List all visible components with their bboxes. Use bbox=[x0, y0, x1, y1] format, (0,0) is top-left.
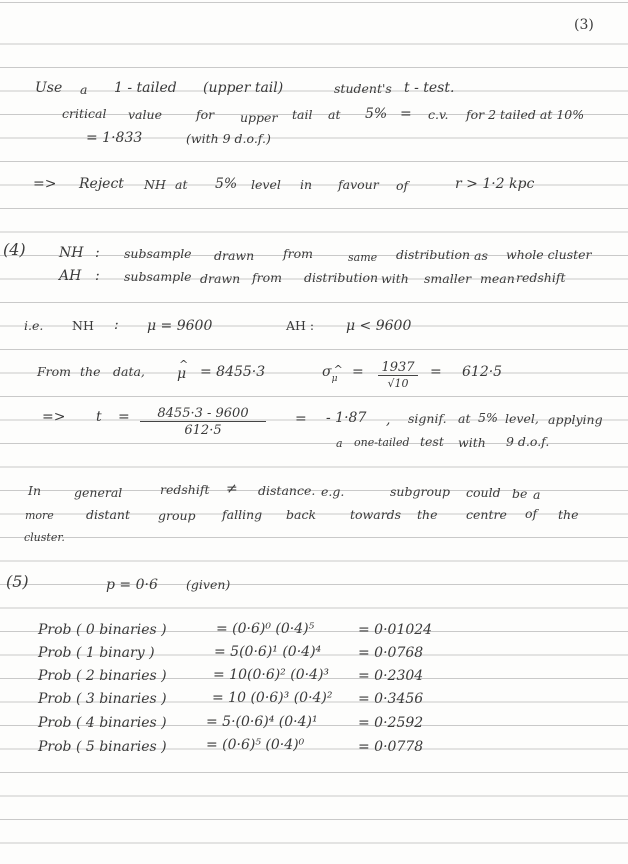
ttest-upper: upper bbox=[240, 110, 278, 125]
q4-sigma-value: 612·5 bbox=[462, 364, 503, 380]
q4-muhat bbox=[177, 366, 186, 382]
q4-ah-word-4: distribution bbox=[304, 270, 379, 285]
ttest-critical-value: = 1·833 bbox=[86, 130, 143, 146]
q5-row-expr: = 10(0·6)² (0·4)³ bbox=[213, 667, 330, 683]
q4-ah-word-7: mean bbox=[480, 271, 515, 286]
q4-ah-word-1: subsample bbox=[124, 269, 192, 284]
q4-sigma bbox=[322, 364, 337, 382]
q4-eg: e.g. bbox=[321, 484, 345, 499]
q5-row-result: = 0·01024 bbox=[358, 622, 433, 638]
q4-centre: centre bbox=[466, 507, 507, 522]
q4-the3: the bbox=[558, 507, 579, 522]
q4-nh-word-4: same bbox=[348, 251, 378, 264]
q4-t-denominator: 612·5 bbox=[184, 423, 222, 438]
ttest-level: level bbox=[251, 177, 281, 192]
q4-t-test: test bbox=[420, 434, 444, 449]
q5-row-label: Prob ( 5 binaries ) bbox=[38, 739, 167, 755]
q4-distant: distant bbox=[86, 507, 130, 522]
q4-nh-colon: : bbox=[95, 245, 100, 261]
q4-signif-at: at bbox=[458, 411, 471, 426]
q4-t-value: - 1·87 bbox=[326, 410, 367, 426]
ttest-upper-tail: (upper tail) bbox=[203, 80, 284, 96]
q4-distance: distance. bbox=[258, 483, 316, 498]
q4-t-one-tailed: one-tailed bbox=[354, 436, 410, 449]
q4-ie-null-mean: μ = 9600 bbox=[147, 318, 213, 334]
ttest-at: at bbox=[328, 107, 341, 122]
q4-more: more bbox=[25, 509, 54, 522]
ttest-dof: (with 9 d.o.f.) bbox=[186, 131, 271, 146]
q4-applying: applying bbox=[548, 412, 603, 427]
q4-ie-nh: NH bbox=[72, 318, 94, 333]
q4-signif-pct: 5% bbox=[478, 410, 498, 425]
q5-p: p = 0·6 bbox=[106, 577, 158, 593]
q5-row-expr: = (0·6)⁰ (0·4)⁵ bbox=[216, 621, 315, 637]
q4-nh-word-3: from bbox=[283, 246, 313, 261]
q4-t-eq: = bbox=[118, 409, 130, 425]
q4-ah-label: AH bbox=[59, 268, 82, 284]
q5-row-result: = 0·2304 bbox=[358, 668, 424, 684]
q5-row-result: = 0·0778 bbox=[358, 739, 424, 755]
q5-row-label: Prob ( 0 binaries ) bbox=[38, 622, 167, 638]
page-number: (3) bbox=[574, 17, 594, 33]
q4-redshift: redshift bbox=[160, 482, 210, 497]
q4-t-arrow: => bbox=[42, 409, 66, 425]
q4-muhat-symbol: ^ μ bbox=[177, 366, 186, 382]
q4-not-equal: ≠ bbox=[226, 481, 238, 497]
q4-t-comma: , bbox=[386, 412, 391, 428]
q4-in: In bbox=[28, 483, 41, 498]
q4-sigma-eq: = bbox=[352, 364, 364, 380]
q4-t-a: a bbox=[336, 437, 343, 450]
q4-nh-word-7: whole cluster bbox=[506, 247, 592, 262]
q4-from: From bbox=[37, 364, 72, 379]
ttest-for: for bbox=[196, 107, 215, 122]
q4-be: be bbox=[512, 486, 528, 501]
q4-ie-alt-mean: μ < 9600 bbox=[346, 318, 412, 334]
q4-group: group bbox=[158, 508, 196, 523]
ttest-tail: tail bbox=[292, 107, 313, 122]
ttest-at2: at bbox=[175, 177, 188, 192]
q4-number: (4) bbox=[3, 240, 26, 259]
q5-row-label: Prob ( 3 binaries ) bbox=[38, 691, 167, 707]
q4-signif-level: level, bbox=[505, 411, 539, 426]
q4-t-dof: 9 d.o.f. bbox=[506, 434, 550, 449]
q4-t: t bbox=[96, 409, 102, 425]
q4-ah-word-2: drawn bbox=[200, 271, 241, 286]
q5-row-label: Prob ( 1 binary ) bbox=[38, 645, 155, 661]
ttest-reject: Reject bbox=[79, 176, 124, 192]
q5-row-label: Prob ( 4 binaries ) bbox=[38, 715, 167, 731]
ttest-equals: = bbox=[400, 106, 412, 122]
ttest-t-test: t - test. bbox=[404, 80, 455, 96]
q4-sigma-denominator: √10 bbox=[387, 377, 409, 390]
q5-row-result: = 0·3456 bbox=[358, 691, 424, 707]
ttest-arrow: => bbox=[33, 176, 57, 192]
q4-t-numerator: 8455·3 - 9600 bbox=[140, 406, 266, 422]
q4-the2: the bbox=[417, 507, 438, 522]
ttest-value: value bbox=[128, 107, 162, 122]
ttest-nh: NH bbox=[144, 177, 166, 192]
ttest-pct: 5% bbox=[215, 176, 238, 192]
ttest-favour: favour bbox=[338, 177, 379, 192]
q4-data: data, bbox=[113, 364, 145, 379]
q4-ah-word-3: from bbox=[252, 270, 282, 285]
ttest-use: Use bbox=[35, 80, 63, 96]
q4-nh-word-6: as bbox=[474, 248, 488, 263]
q4-a: a bbox=[533, 487, 541, 502]
q4-sigma-subscript: ^ μ bbox=[332, 371, 338, 387]
q4-ie: i.e. bbox=[24, 318, 44, 333]
q4-subgroup: subgroup bbox=[390, 484, 451, 499]
q4-nh-label: NH bbox=[59, 245, 84, 261]
q4-ah-word-5: with bbox=[381, 271, 409, 286]
q4-nh-word-5: distribution bbox=[396, 247, 471, 262]
q5-row-label: Prob ( 2 binaries ) bbox=[38, 668, 167, 684]
q4-could: could bbox=[466, 485, 501, 500]
q4-t-with: with bbox=[458, 435, 486, 450]
q4-ah-word-6: smaller bbox=[424, 271, 472, 286]
ttest-5pct: 5% bbox=[365, 106, 388, 122]
ttest-for-2tailed: for 2 tailed at 10% bbox=[466, 107, 585, 122]
q4-sigma-fraction bbox=[378, 360, 418, 390]
q4-of: of bbox=[525, 506, 538, 521]
q5-row-expr: = 5(0·6)¹ (0·4)⁴ bbox=[214, 644, 322, 660]
q4-ie-ah: AH : bbox=[286, 318, 315, 333]
ttest-of: of bbox=[396, 178, 409, 193]
q4-sigma-eq2: = bbox=[430, 364, 442, 380]
q4-ie-colon: : bbox=[114, 317, 119, 333]
q4-ah-word-8: redshift bbox=[516, 270, 566, 285]
q4-towards: towards bbox=[350, 507, 402, 522]
q4-general: general bbox=[74, 485, 123, 500]
ttest-a: a bbox=[80, 82, 88, 97]
q4-ah-colon: : bbox=[95, 268, 100, 284]
q4-muhat-value: = 8455·3 bbox=[200, 364, 266, 380]
q4-nh-word-1: subsample bbox=[124, 246, 192, 261]
q5-row-result: = 0·2592 bbox=[358, 715, 424, 731]
q4-t-eq2: = bbox=[295, 411, 307, 427]
q4-signif: signif. bbox=[408, 411, 447, 426]
q5-row-expr: = (0·6)⁵ (0·4)⁰ bbox=[206, 737, 305, 753]
q4-the: the bbox=[80, 364, 101, 379]
ttest-tailed: 1 - tailed bbox=[114, 80, 177, 96]
q5-number: (5) bbox=[6, 572, 29, 591]
q5-row-expr: = 5·(0·6)⁴ (0·4)¹ bbox=[206, 714, 318, 730]
q4-cluster: cluster. bbox=[24, 531, 65, 544]
q4-falling: falling bbox=[222, 507, 263, 522]
q4-nh-word-2: drawn bbox=[214, 248, 255, 263]
q4-t-fraction bbox=[140, 406, 266, 438]
ttest-condition: r > 1·2 kpc bbox=[455, 176, 535, 192]
ttest-students: student's bbox=[334, 81, 392, 96]
q5-row-expr: = 10 (0·6)³ (0·4)² bbox=[212, 690, 333, 706]
q4-sigma-symbol: σ bbox=[322, 364, 332, 380]
q4-back: back bbox=[286, 507, 317, 522]
ttest-critical: critical bbox=[62, 106, 107, 121]
q4-sigma-numerator: 1937 bbox=[378, 360, 418, 376]
q5-row-result: = 0·0768 bbox=[358, 645, 424, 661]
ttest-in: in bbox=[300, 177, 313, 192]
ttest-cv: c.v. bbox=[428, 107, 449, 122]
q5-given: (given) bbox=[186, 577, 231, 592]
